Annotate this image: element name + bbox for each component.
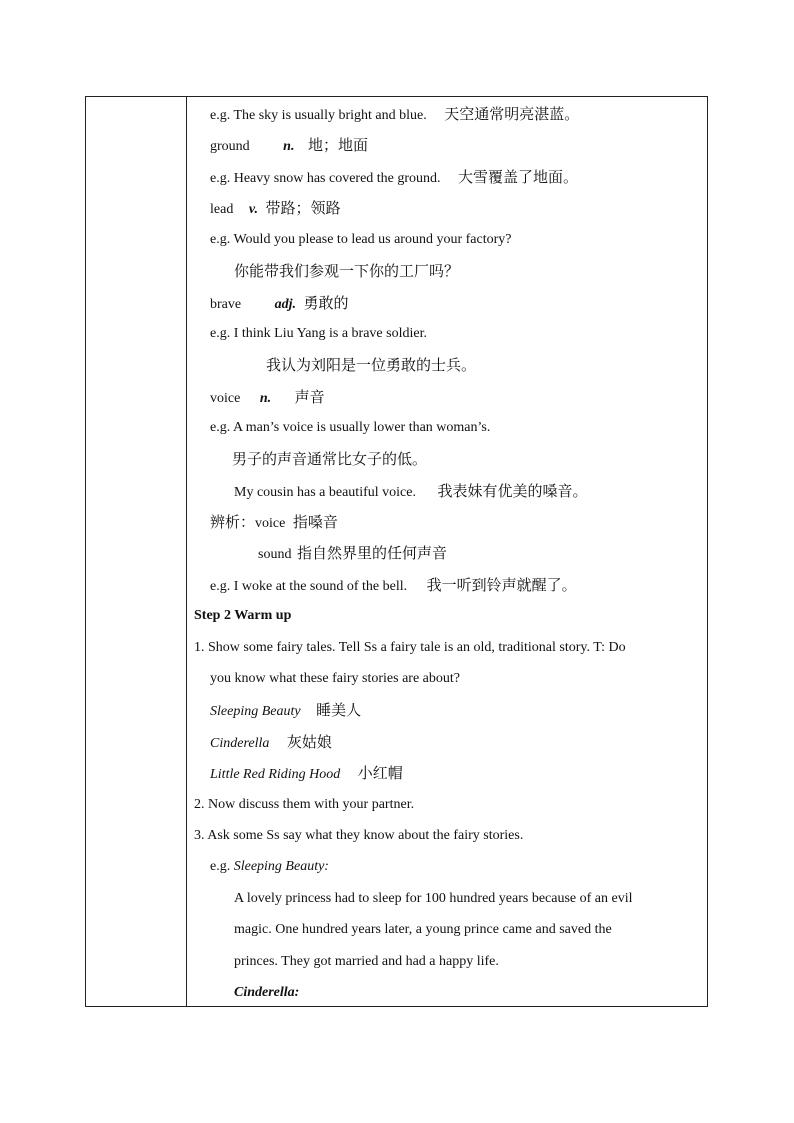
example-title: e.g. Sleeping Beauty:	[210, 859, 329, 874]
fairy-tale-item: Little Red Riding Hood 小红帽	[210, 764, 403, 782]
analysis-line: sound 指自然界里的任何声音	[258, 544, 447, 562]
word-line: voice n. 声音	[210, 388, 325, 406]
example-line: e.g. A man’s voice is usually lower than woman’s.	[210, 420, 491, 435]
word-line: ground n. 地；地面	[210, 136, 368, 154]
story-line: magic. One hundred years later, a young prince came and saved the	[234, 922, 612, 937]
list-item-1-cont: you know what these fairy stories are about?	[210, 671, 460, 686]
fairy-tale-item: Sleeping Beauty 睡美人	[210, 701, 362, 719]
list-item-1: 1. Show some fairy tales. Tell Ss a fairy tale is an old, traditional story. T: Do	[194, 640, 626, 655]
example-line: My cousin has a beautiful voice. 我表妹有优美的嗓音。	[234, 482, 588, 500]
fairy-tale-item: Cinderella 灰姑娘	[210, 733, 332, 751]
translation-line: 我认为刘阳是一位勇敢的士兵。	[266, 356, 477, 374]
word-line: brave adj. 勇敢的	[210, 294, 349, 312]
story-line: A lovely princess had to sleep for 100 hundred years because of an evil	[234, 891, 633, 906]
story-line: princes. They got married and had a happy life.	[234, 954, 499, 969]
lesson-table	[85, 96, 708, 1007]
list-item-2: 2. Now discuss them with your partner.	[194, 797, 415, 812]
example-line: e.g. The sky is usually bright and blue. 天空通常明亮湛蓝。	[210, 105, 580, 123]
analysis-line: 辨析：voice 指嗓音	[210, 513, 338, 531]
step-heading: Step 2 Warm up	[194, 608, 292, 623]
content-cell	[86, 97, 707, 1006]
translation-line: 男子的声音通常比女子的低。	[232, 450, 428, 468]
translation-line: 你能带我们参观一下你的工厂吗？	[234, 262, 460, 280]
example-line: e.g. Heavy snow has covered the ground. 大雪覆盖了地面。	[210, 168, 579, 186]
example-line: e.g. Would you please to lead us around your factory?	[210, 232, 512, 247]
list-item-3: 3. Ask some Ss say what they know about the fairy stories.	[194, 828, 524, 843]
word-line: lead v. 带路；领路	[210, 199, 341, 217]
next-story-title: Cinderella:	[234, 985, 300, 1000]
example-line: e.g. I woke at the sound of the bell. 我一听到铃声就醒了。	[210, 576, 577, 594]
example-line: e.g. I think Liu Yang is a brave soldier.	[210, 326, 427, 341]
